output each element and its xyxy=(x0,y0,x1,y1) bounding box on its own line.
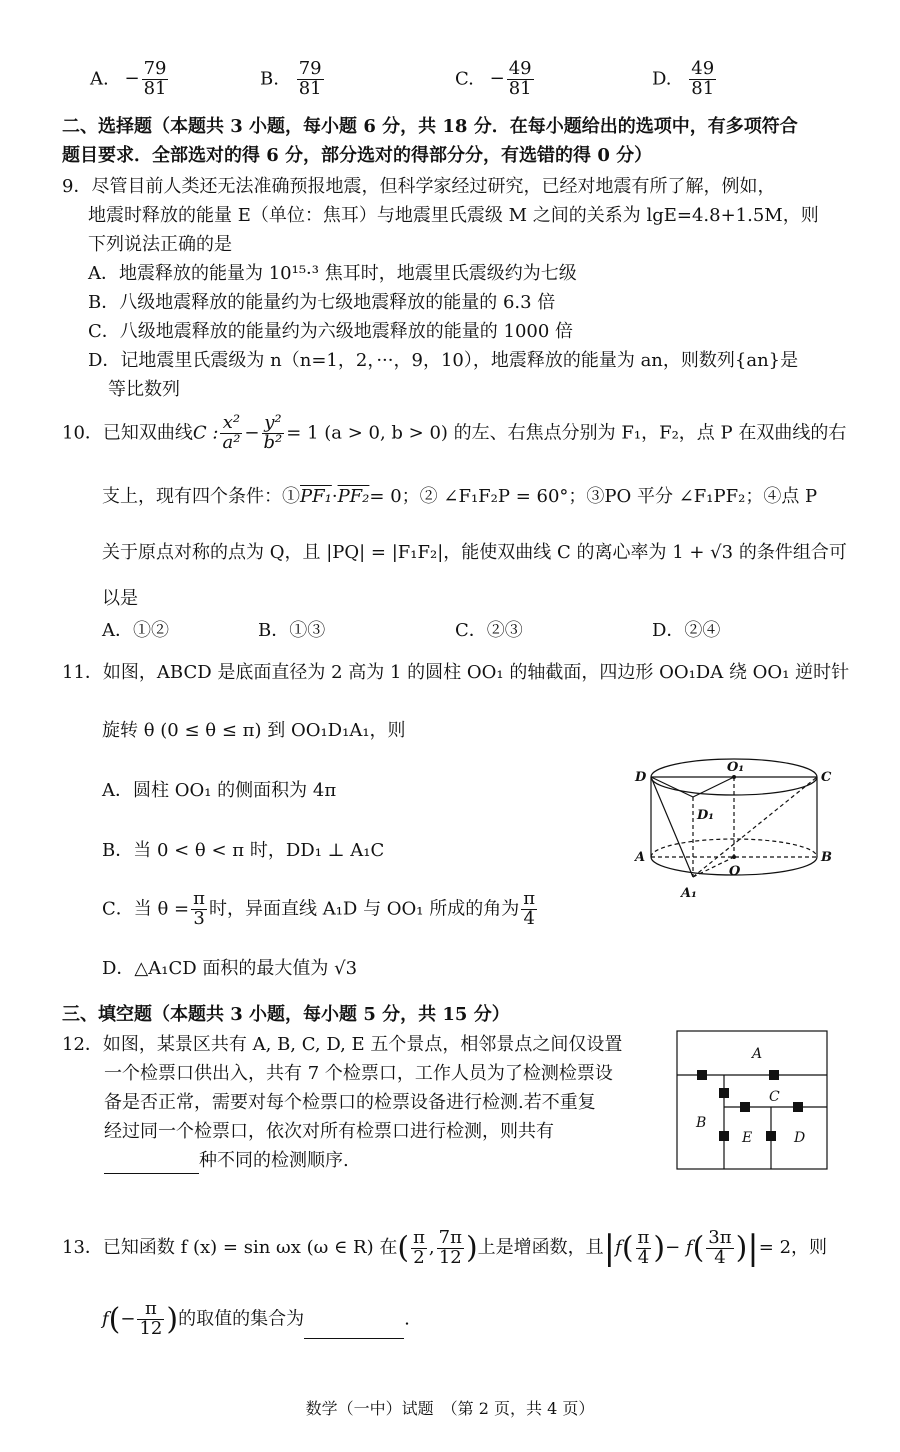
fig-label-d1: D₁ xyxy=(697,808,714,823)
q11-stem-line1: 11．如图，ABCD 是底面直径为 2 高为 1 的圆柱 OO₁ 的轴截面，四边形 OO₁DA 绕 OO₁ 逆时针 xyxy=(62,662,850,683)
q10-option-c: C．②③ xyxy=(455,620,523,641)
section2-heading-line2: 题目要求．全部选对的得 6 分，部分选对的得部分分，有选错的得 0 分） xyxy=(62,145,653,166)
q11-stem-line2: 旋转 θ (0 ≤ θ ≤ π) 到 OO₁D₁A₁，则 xyxy=(102,720,406,741)
q8-option-c: C. − $\frac{49}{81}$ xyxy=(455,58,532,99)
section2-heading-line1: 二、选择题（本题共 3 小题，每小题 6 分，共 18 分．在每小题给出的选项中，有多项符合 xyxy=(62,116,798,137)
q9-stem-line2: 地震时释放的能量 E（单位：焦耳）与地震里氏震级 M 之间的关系为 lgE=4.8+1.5M，则 xyxy=(88,205,819,226)
map-label-d: D xyxy=(794,1130,806,1146)
q12-stem-line4: 经过同一个检票口，依次对所有检票口进行检测，则共有 xyxy=(104,1121,554,1142)
q13-stem-line2: f(− $\frac{\pi}{12}$ )的取值的集合为 . xyxy=(102,1298,410,1339)
q12-scenic-map-figure xyxy=(676,1030,830,1172)
q12-answer-blank[interactable] xyxy=(104,1155,199,1174)
q10-stem-line1: 10．已知双曲线C : $\frac{\text{x²}}{\text{a²}}$ − $\frac{\text{y²}}{\text{b²}}$ = 1 (a > 0, b > 0) 的左、右焦点分别为 F₁，F₂，点 P 在双曲线的右 xyxy=(62,412,847,453)
q10-option-d: D．②④ xyxy=(652,620,721,641)
q11-option-c: C．当 θ = $\frac{\pi}{3}$ 时，异面直线 A₁D 与 OO₁ 所成的角为 $\frac{\pi}{4}$ xyxy=(102,888,536,929)
q12-stem-line2: 一个检票口供出入，共有 7 个检票口，工作人员为了检测检票设 xyxy=(104,1063,613,1084)
q9-option-a: A．地震释放的能量为 10¹⁵·³ 焦耳时，地震里氏震级约为七级 xyxy=(88,263,577,284)
q9-option-b: B．八级地震释放的能量约为七级地震释放的能量的 6.3 倍 xyxy=(88,292,556,313)
q10-option-a: A．①② xyxy=(102,620,169,641)
q11-cylinder-figure xyxy=(625,755,850,905)
q10-stem-line2: 支上，现有四个条件：①PF₁·PF₂= 0；② ∠F₁F₂P = 60°；③PO 平分 ∠F₁PF₂；④点 P xyxy=(102,486,818,507)
q11-option-d: D．△A₁CD 面积的最大值为 √3 xyxy=(102,958,358,979)
q9-stem-line3: 下列说法正确的是 xyxy=(88,234,232,255)
fig-label-a: A xyxy=(635,850,646,865)
q10-stem-line4: 以是 xyxy=(102,588,138,609)
q9-option-d: D．记地震里氏震级为 n（n=1，2，···，9，10），地震释放的能量为 an，则数列{an}是 xyxy=(88,350,799,371)
q8-option-b: B. $\frac{79}{81}$ xyxy=(260,58,322,99)
q12-stem-line1: 12．如图，某景区共有 A, B, C, D, E 五个景点，相邻景点之间仅设置 xyxy=(62,1034,623,1055)
q11-option-a: A．圆柱 OO₁ 的侧面积为 4π xyxy=(102,780,337,801)
fig-label-b: B xyxy=(821,850,832,865)
q11-option-b: B．当 0 < θ < π 时，DD₁ ⊥ A₁C xyxy=(102,840,385,861)
q10-option-b: B．①③ xyxy=(258,620,326,641)
q12-stem-line5: 种不同的检测顺序. xyxy=(104,1148,349,1174)
page-footer: 数学（一中）试题 （第 2 页，共 4 页） xyxy=(305,1399,595,1418)
map-label-a: A xyxy=(752,1046,763,1062)
q13-answer-blank[interactable] xyxy=(304,1320,404,1339)
q9-option-d-cont: 等比数列 xyxy=(108,379,180,400)
q9-stem-line1: 9．尽管目前人类还无法准确预报地震，但科学家经过研究，已经对地震有所了解，例如， xyxy=(62,176,776,197)
q8-option-d: D. $\frac{49}{81}$ xyxy=(652,58,715,99)
fig-label-a1: A₁ xyxy=(681,886,697,901)
q9-option-c: C．八级地震释放的能量约为六级地震释放的能量的 1000 倍 xyxy=(88,321,574,342)
fig-label-d: D xyxy=(635,770,647,785)
q8-option-a: A. − $\frac{79}{81}$ xyxy=(90,58,167,99)
map-label-c: C xyxy=(769,1089,780,1105)
q10-stem-line3: 关于原点对称的点为 Q，且 |PQ| = |F₁F₂|，能使双曲线 C 的离心率为 1 + √3 的条件组合可 xyxy=(102,542,847,563)
map-label-e: E xyxy=(742,1130,753,1146)
q12-stem-line3: 备是否正常，需要对每个检票口的检票设备进行检测.若不重复 xyxy=(104,1092,596,1113)
fig-label-o1: O₁ xyxy=(727,760,745,775)
section3-heading: 三、填空题（本题共 3 小题，每小题 5 分，共 15 分） xyxy=(62,1004,510,1025)
q13-stem-line1: 13．已知函数 f (x) = sin ωx (ω ∈ R) 在( $\frac{\pi}{2}$ , $\frac{7\pi}{12}$ )上是增函数，且|f( $\frac{\pi}{4}$ )− f( $\frac{3\pi}{4}$ )|= 2，则 xyxy=(62,1226,828,1268)
map-label-b: B xyxy=(696,1115,707,1131)
fig-label-c: C xyxy=(821,770,832,785)
fig-label-o: O xyxy=(729,864,741,879)
